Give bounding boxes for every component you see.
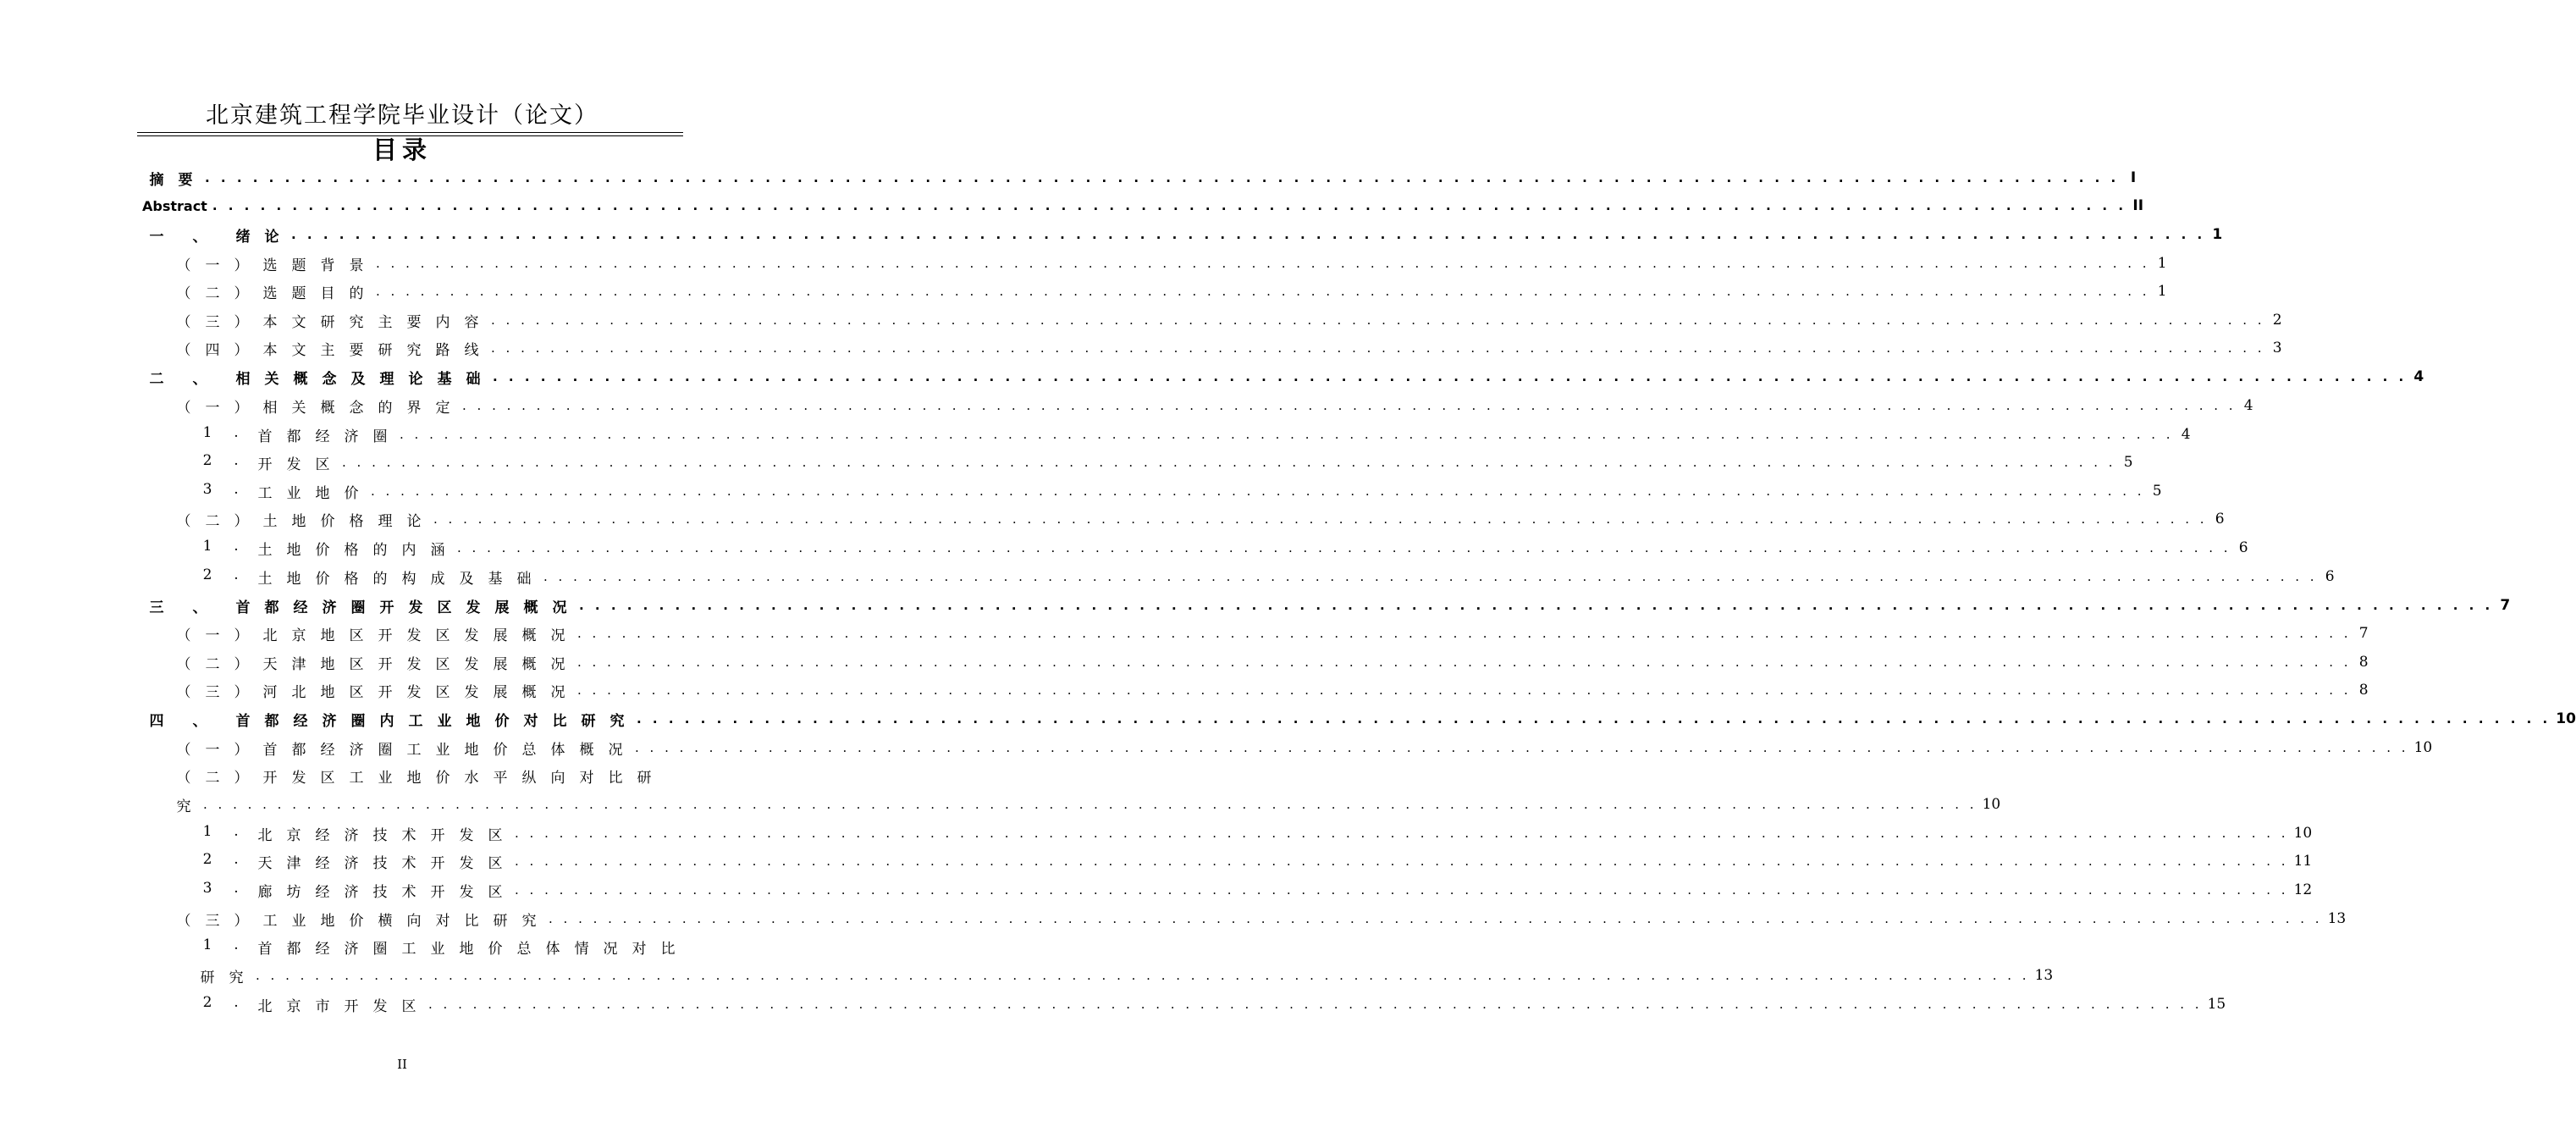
toc-entry-label: （ 四 ） 本 文 主 要 研 究 路 线 — [176, 341, 479, 359]
toc-entry-page: 7 — [2358, 625, 2369, 642]
toc-entry-label: 2 . 开 发 区 — [202, 451, 330, 473]
toc-entry-label: 二 、 相 关 概 念 及 理 论 基 础 — [149, 370, 481, 388]
toc-entry-page: 10 — [2556, 710, 2576, 727]
leader-dots: . . . . . . . . . . . . . . . . . . . . . . . . . . . . . . . . . . . . . . . . . . . . . . . . . . . . . . . . . . . . . . . . . . . . . . . . . . . . . . . . . . . . . . . . . . . . . . . . . . . . . . . . . . . . . . . . . . . . . . . . — [205, 170, 2120, 185]
toc-entry — [169, 793, 2001, 815]
leader-dots: . . . . . . . . . . . . . . . . . . . . . . . . . . . . . . . . . . . . . . . . . . . . . . . . . . . . . . . . . . . . . . . . . . . . . . . . . . . . . . . . . . . . . . . . . . . . . . . . . . . . . . . . . . . . . . . . . . . . . . . . — [371, 483, 2145, 499]
toc-entry-page: 13 — [2034, 967, 2054, 984]
leader-dots: . . . . . . . . . . . . . . . . . . . . . . . . . . . . . . . . . . . . . . . . . . . . . . . . . . . . . . . . . . . . . . . . . . . . . . . . . . . . . . . . . . . . . . . . . . . . . . . . . . . . . . . . . . . . . . . . . . . . . . . . — [515, 826, 2289, 841]
toc-entry — [193, 537, 2248, 559]
leader-dots: . . . . . . . . . . . . . . . . . . . . . . . . . . . . . . . . . . . . . . . . . . . . . . . . . . . . . . . . . . . . . . . . . . . . . . . . . . . . . . . . . . . . . . . . . . . . . . . . . . . . . . . . . . . . . . . . . . . . . . . . — [428, 997, 2203, 1012]
toc-entry-label: （ 三 ） 本 文 研 究 主 要 内 容 — [176, 313, 479, 331]
toc-entry-label: （ 二 ） 选 题 目 的 — [176, 284, 364, 302]
toc-entry — [169, 280, 2167, 302]
toc-entry — [169, 737, 2433, 759]
toc-entry-page: 2 — [2272, 312, 2282, 329]
leader-dots: . . . . . . . . . . . . . . . . . . . . . . . . . . . . . . . . . . . . . . . . . . . . . . . . . . . . . . . . . . . . . . . . . . . . . . . . . . . . . . . . . . . . . . . . . . . . . . . . . . . . . . . . . . . . . . . . . . . . . . . . — [543, 569, 2318, 584]
document-header: 北京建筑工程学院毕业设计（论文） — [206, 102, 598, 129]
toc-entry-label: 三 、 首 都 经 济 圈 开 发 区 发 展 概 况 — [149, 599, 567, 616]
toc-entry-label: 2 . 天 津 经 济 技 术 开 发 区 — [202, 850, 503, 872]
toc-entry-page: 13 — [2327, 910, 2347, 927]
toc-entry — [193, 993, 2226, 1015]
toc-entry — [193, 822, 2313, 844]
toc-entry-page: II — [2132, 197, 2144, 214]
toc-entry — [142, 366, 2424, 388]
toc-entry-page: 4 — [2181, 426, 2191, 443]
toc-entry — [169, 337, 2282, 359]
toc-entry — [193, 850, 2313, 872]
toc-entry — [142, 224, 2223, 246]
toc-entry-page: I — [2130, 169, 2137, 186]
toc-entry-label: 1 . 首 都 经 济 圈 — [202, 423, 388, 445]
toc-entry-label: （ 二 ） 开 发 区 工 业 地 价 水 平 纵 向 对 比 研 — [176, 769, 652, 787]
toc-entry-page: 1 — [2157, 255, 2167, 272]
toc-entry-label: 2 . 土 地 价 格 的 构 成 及 基 础 — [202, 566, 532, 588]
toc-entry — [193, 451, 2133, 473]
header-rule-top — [137, 132, 683, 133]
leader-dots: . . . . . . . . . . . . . . . . . . . . . . . . . . . . . . . . . . . . . . . . . . . . . . . . . . . . . . . . . . . . . . . . . . . . . . . . . . . . . . . . . . . . . . . . . . . . . . . . . . . . . . . . . . . . . . . . . . . . . . . . — [342, 455, 2116, 470]
toc-entry — [169, 252, 2167, 274]
toc-entry-page: 6 — [2215, 511, 2225, 528]
toc-entry — [142, 167, 2137, 189]
leader-dots: . . . . . . . . . . . . . . . . . . . . . . . . . . . . . . . . . . . . . . . . . . . . . . . . . . . . . . . . . . . . . . . . . . . . . . . . . . . . . . . . . . . . . . . . . . . . . . . . . . . . . . . . . . . . . . . . . . . . . . . . — [291, 227, 2206, 242]
leader-dots: . . . . . . . . . . . . . . . . . . . . . . . . . . . . . . . . . . . . . . . . . . . . . . . . . . . . . . . . . . . . . . . . . . . . . . . . . . . . . . . . . . . . . . . . . . . . . . . . . . . . . . . . . . . . . . . . . . . . . . . . — [515, 882, 2289, 898]
toc-entry-page: 10 — [2413, 739, 2433, 756]
toc-entry — [193, 964, 2054, 986]
toc-entry-label: （ 一 ） 相 关 概 念 的 界 定 — [176, 399, 450, 417]
toc-entry-label: 3 . 廊 坊 经 济 技 术 开 发 区 — [202, 879, 503, 901]
toc-entry — [193, 936, 676, 958]
toc-entry-page: 3 — [2272, 340, 2282, 356]
leader-dots: . . . . . . . . . . . . . . . . . . . . . . . . . . . . . . . . . . . . . . . . . . . . . . . . . . . . . . . . . . . . . . . . . . . . . . . . . . . . . . . . . . . . . . . . . . . . . . . . . . . . . . . . . . . . . . . . . . . . . . . . — [212, 198, 2127, 213]
toc-entry-label: Abstract — [142, 197, 207, 214]
toc-entry-label: 四 、 首 都 经 济 圈 内 工 业 地 价 对 比 研 究 — [149, 712, 625, 730]
toc-entry — [169, 622, 2369, 644]
leader-dots: . . . . . . . . . . . . . . . . . . . . . . . . . . . . . . . . . . . . . . . . . . . . . . . . . . . . . . . . . . . . . . . . . . . . . . . . . . . . . . . . . . . . . . . . . . . . . . . . . . . . . . . . . . . . . . . . . . . . . . . . — [577, 655, 2352, 670]
toc-entry-label: （ 一 ） 选 题 背 景 — [176, 257, 364, 274]
leader-dots: . . . . . . . . . . . . . . . . . . . . . . . . . . . . . . . . . . . . . . . . . . . . . . . . . . . . . . . . . . . . . . . . . . . . . . . . . . . . . . . . . . . . . . . . . . . . . . . . . . . . . . . . . . . . . . . . . . . . . . . . — [457, 540, 2231, 555]
toc-entry — [169, 309, 2282, 331]
leader-dots: . . . . . . . . . . . . . . . . . . . . . . . . . . . . . . . . . . . . . . . . . . . . . . . . . . . . . . . . . . . . . . . . . . . . . . . . . . . . . . . . . . . . . . . . . . . . . . . . . . . . . . . . . . . . . . . . . . . . . . . . — [491, 340, 2265, 356]
leader-dots: . . . . . . . . . . . . . . . . . . . . . . . . . . . . . . . . . . . . . . . . . . . . . . . . . . . . . . . . . . . . . . . . . . . . . . . . . . . . . . . . . . . . . . . . . . . . . . . . . . . . . . . . . . . . . . . . . . . . . . . . — [577, 682, 2352, 698]
toc-entry-page: 6 — [2238, 539, 2248, 556]
leader-dots: . . . . . . . . . . . . . . . . . . . . . . . . . . . . . . . . . . . . . . . . . . . . . . . . . . . . . . . . . . . . . . . . . . . . . . . . . . . . . . . . . . . . . . . . . . . . . . . . . . . . . . . . . . . . . . . . . . . . . . . . — [637, 711, 2551, 726]
toc-entry-page: 1 — [2157, 283, 2167, 300]
toc-entry-page: 7 — [2500, 597, 2511, 614]
toc-entry — [169, 908, 2347, 930]
leader-dots: . . . . . . . . . . . . . . . . . . . . . . . . . . . . . . . . . . . . . . . . . . . . . . . . . . . . . . . . . . . . . . . . . . . . . . . . . . . . . . . . . . . . . . . . . . . . . . . . . . . . . . . . . . . . . . . . . . . . . . . . — [376, 284, 2150, 299]
toc-entry — [142, 195, 2144, 217]
toc-entry — [169, 765, 676, 787]
toc-entry-label: （ 三 ） 河 北 地 区 开 发 区 发 展 概 况 — [176, 683, 565, 701]
toc-entry-label: （ 三 ） 工 业 地 价 横 向 对 比 研 究 — [176, 912, 537, 930]
toc-entry-page: 10 — [2293, 825, 2313, 842]
toc-entry — [193, 480, 2162, 502]
toc-entry-label: 3 . 工 业 地 价 — [202, 480, 359, 502]
toc-entry-label: 究 — [176, 798, 191, 815]
toc-entry — [142, 708, 2576, 730]
toc-entry-label: 2 . 北 京 市 开 发 区 — [202, 993, 416, 1015]
leader-dots: . . . . . . . . . . . . . . . . . . . . . . . . . . . . . . . . . . . . . . . . . . . . . . . . . . . . . . . . . . . . . . . . . . . . . . . . . . . . . . . . . . . . . . . . . . . . . . . . . . . . . . . . . . . . . . . . . . . . . . . . — [433, 511, 2208, 527]
leader-dots: . . . . . . . . . . . . . . . . . . . . . . . . . . . . . . . . . . . . . . . . . . . . . . . . . . . . . . . . . . . . . . . . . . . . . . . . . . . . . . . . . . . . . . . . . . . . . . . . . . . . . . . . . . . . . . . . . . . . . . . . — [400, 427, 2174, 442]
toc-entry-label: 研 究 — [200, 969, 244, 986]
leader-dots: . . . . . . . . . . . . . . . . . . . . . . . . . . . . . . . . . . . . . . . . . . . . . . . . . . . . . . . . . . . . . . . . . . . . . . . . . . . . . . . . . . . . . . . . . . . . . . . . . . . . . . . . . . . . . . . . . . . . . . . . — [635, 740, 2409, 755]
toc-entry-label: （ 一 ） 北 京 地 区 开 发 区 发 展 概 况 — [176, 627, 565, 644]
leader-dots: . . . . . . . . . . . . . . . . . . . . . . . . . . . . . . . . . . . . . . . . . . . . . . . . . . . . . . . . . . . . . . . . . . . . . . . . . . . . . . . . . . . . . . . . . . . . . . . . . . . . . . . . . . . . . . . . . . . . . . . . — [491, 312, 2265, 328]
toc-entry-label: （ 二 ） 土 地 价 格 理 论 — [176, 512, 422, 530]
toc-entry-page: 5 — [2152, 483, 2162, 500]
toc-entry-label: 摘 要 — [149, 171, 193, 189]
page-number: II — [397, 1057, 407, 1072]
toc-entry-page: 8 — [2358, 654, 2369, 671]
toc-entry — [193, 879, 2313, 901]
toc-entry — [193, 423, 2191, 445]
leader-dots: . . . . . . . . . . . . . . . . . . . . . . . . . . . . . . . . . . . . . . . . . . . . . . . . . . . . . . . . . . . . . . . . . . . . . . . . . . . . . . . . . . . . . . . . . . . . . . . . . . . . . . . . . . . . . . . . . . . . . . . . — [549, 911, 2323, 926]
toc-entry-page: 8 — [2358, 682, 2369, 699]
toc-entry-label: 一 、 绪 论 — [149, 228, 279, 246]
leader-dots: . . . . . . . . . . . . . . . . . . . . . . . . . . . . . . . . . . . . . . . . . . . . . . . . . . . . . . . . . . . . . . . . . . . . . . . . . . . . . . . . . . . . . . . . . . . . . . . . . . . . . . . . . . . . . . . . . . . . . . . . — [579, 598, 2494, 613]
leader-dots: . . . . . . . . . . . . . . . . . . . . . . . . . . . . . . . . . . . . . . . . . . . . . . . . . . . . . . . . . . . . . . . . . . . . . . . . . . . . . . . . . . . . . . . . . . . . . . . . . . . . . . . . . . . . . . . . . . . . . . . . — [462, 398, 2237, 413]
toc-entry-page: 15 — [2207, 996, 2226, 1013]
leader-dots: . . . . . . . . . . . . . . . . . . . . . . . . . . . . . . . . . . . . . . . . . . . . . . . . . . . . . . . . . . . . . . . . . . . . . . . . . . . . . . . . . . . . . . . . . . . . . . . . . . . . . . . . . . . . . . . . . . . . . . . . — [203, 797, 1978, 812]
toc-entry-page: 11 — [2293, 853, 2313, 870]
toc-entry-page: 6 — [2325, 568, 2335, 585]
leader-dots: . . . . . . . . . . . . . . . . . . . . . . . . . . . . . . . . . . . . . . . . . . . . . . . . . . . . . . . . . . . . . . . . . . . . . . . . . . . . . . . . . . . . . . . . . . . . . . . . . . . . . . . . . . . . . . . . . . . . . . . . — [493, 369, 2408, 384]
toc-entry — [169, 395, 2253, 417]
leader-dots: . . . . . . . . . . . . . . . . . . . . . . . . . . . . . . . . . . . . . . . . . . . . . . . . . . . . . . . . . . . . . . . . . . . . . . . . . . . . . . . . . . . . . . . . . . . . . . . . . . . . . . . . . . . . . . . . . . . . . . . . — [376, 256, 2150, 271]
leader-dots: . . . . . . . . . . . . . . . . . . . . . . . . . . . . . . . . . . . . . . . . . . . . . . . . . . . . . . . . . . . . . . . . . . . . . . . . . . . . . . . . . . . . . . . . . . . . . . . . . . . . . . . . . . . . . . . . . . . . . . . . — [515, 854, 2289, 869]
toc-entry — [193, 566, 2335, 588]
toc-entry-label: 1 . 首 都 经 济 圈 工 业 地 价 总 体 情 况 对 比 — [202, 936, 676, 958]
toc-entry-page: 4 — [2413, 368, 2424, 385]
toc-entry-page: 1 — [2212, 226, 2223, 243]
toc-entry-page: 5 — [2123, 454, 2133, 471]
toc-title: 目录 — [372, 135, 432, 164]
toc-entry — [169, 679, 2369, 701]
toc-entry — [142, 594, 2511, 616]
toc-entry-page: 12 — [2293, 881, 2313, 898]
leader-dots: . . . . . . . . . . . . . . . . . . . . . . . . . . . . . . . . . . . . . . . . . . . . . . . . . . . . . . . . . . . . . . . . . . . . . . . . . . . . . . . . . . . . . . . . . . . . . . . . . . . . . . . . . . . . . . . . . . . . . . . . — [256, 968, 2030, 983]
leader-dots: . . . . . . . . . . . . . . . . . . . . . . . . . . . . . . . . . . . . . . . . . . . . . . . . . . . . . . . . . . . . . . . . . . . . . . . . . . . . . . . . . . . . . . . . . . . . . . . . . . . . . . . . . . . . . . . . . . . . . . . . — [577, 626, 2352, 641]
toc-entry-page: 4 — [2243, 397, 2253, 414]
toc-entry-label: 1 . 北 京 经 济 技 术 开 发 区 — [202, 822, 503, 844]
toc-entry-label: （ 二 ） 天 津 地 区 开 发 区 发 展 概 况 — [176, 655, 565, 673]
toc-entry-label: （ 一 ） 首 都 经 济 圈 工 业 地 价 总 体 概 况 — [176, 741, 623, 759]
toc-entry — [169, 651, 2369, 673]
toc-entry-label: 1 . 土 地 价 格 的 内 涵 — [202, 537, 445, 559]
toc-entry-page: 10 — [1982, 796, 2001, 813]
toc-entry — [169, 508, 2225, 530]
